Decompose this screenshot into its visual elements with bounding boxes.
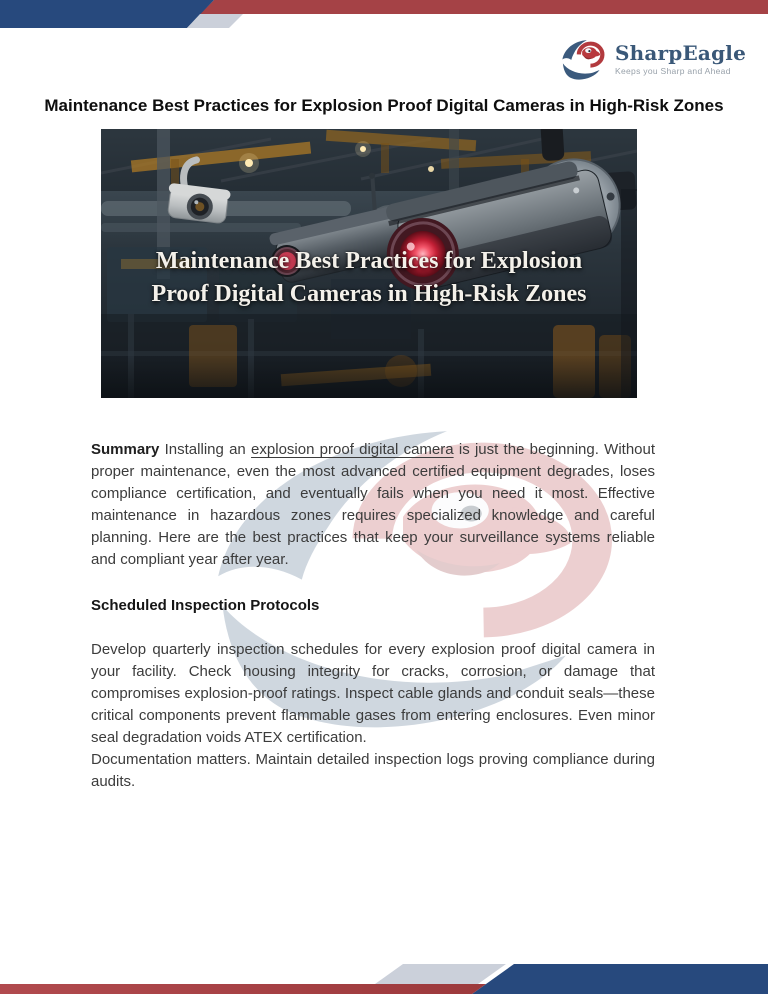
logo-tagline: Keeps you Sharp and Ahead <box>615 66 731 76</box>
top-banner-decoration <box>0 0 768 28</box>
hero-image <box>101 129 637 398</box>
hero-overlay-title <box>101 245 637 311</box>
summary-paragraph <box>91 439 655 571</box>
section-paragraph-2: Documentation matters. Maintain detailed inspection logs proving compliance during audits. <box>91 751 655 790</box>
logo-text <box>615 37 746 76</box>
summary-text-after: is just the beginning. Without proper maintenance, even the most advanced certified equipment degrades, loses compliance certification, and eventually fails when you need it most. Effective maintenance in hazardous zones requires specialized knowledge and careful planning. Here are the best practices that keep your surveillance systems reliable and compliant year after year. <box>91 441 656 568</box>
page-title: Maintenance Best Practices for Explosion Proof Digital Cameras in High-Risk Zones <box>44 96 724 115</box>
summary-text-before: Installing an <box>159 441 252 458</box>
section-paragraph-1: Develop quarterly inspection schedules for every explosion proof digital camera in your facility. Check housing integrity for cracks, corrosion, or damage that compromises explosion-proof ratings. Inspect cable glands and conduit seals—these critical components prevent flammable gases from entering enclosures. Even minor seal degradation voids ATEX certification. <box>91 641 655 746</box>
hero-title-line2: Proof Digital Cameras in High-Risk Zones <box>151 281 587 307</box>
summary-label: Summary <box>91 441 160 458</box>
article-body <box>91 439 655 793</box>
sharpeagle-eagle-icon <box>561 37 608 81</box>
explosion-proof-camera-link[interactable]: explosion proof digital camera <box>251 441 454 458</box>
sharpeagle-logo <box>561 37 746 81</box>
hero-title-line1: Maintenance Best Practices for Explosion <box>155 248 583 274</box>
section-heading-scheduled-inspection: Scheduled Inspection Protocols <box>91 597 320 614</box>
logo-wordmark: SharpEagle <box>615 41 746 65</box>
bottom-banner-decoration <box>0 954 768 994</box>
